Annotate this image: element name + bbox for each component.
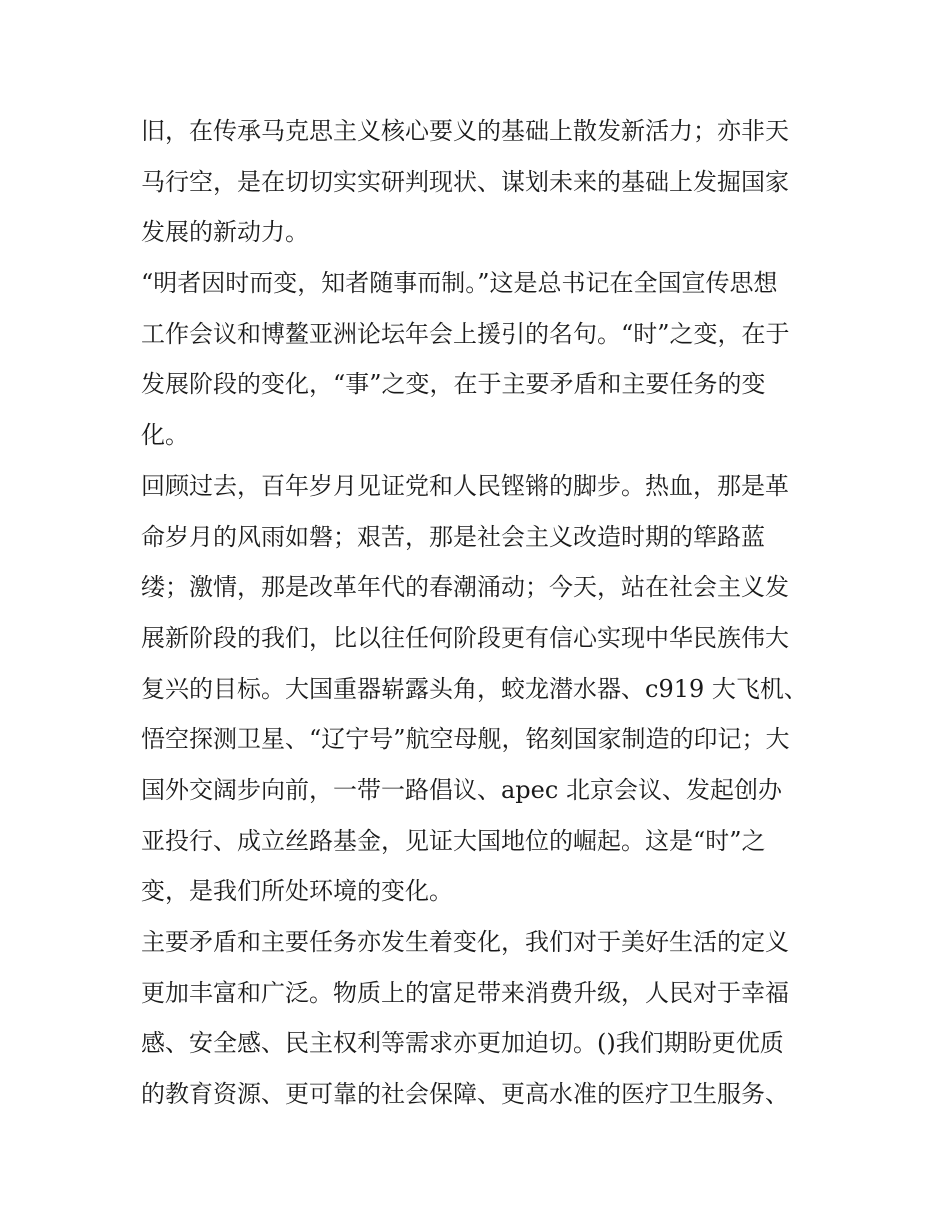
text-line: 展新阶段的我们，比以往任何阶段更有信心实现中华民族伟大 <box>141 623 789 652</box>
text-line: 命岁月的风雨如磐；艰苦，那是社会主义改造时期的筚路蓝 <box>141 522 765 551</box>
text-line: 变，是我们所处环境的变化。 <box>141 877 453 906</box>
text-line: 的教育资源、更可靠的社会保障、更高水准的医疗卫生服务、 <box>141 1080 789 1109</box>
text-line: 发展的新动力。 <box>141 218 309 247</box>
text-line: 国外交阔步向前，一带一路倡议、apec 北京会议、发起创办 <box>141 775 782 804</box>
paragraph-1 <box>141 106 813 258</box>
paragraph-3 <box>141 461 813 917</box>
text-line: 更加丰富和广泛。物质上的富足带来消费升级，人民对于幸福 <box>141 978 789 1007</box>
text-line: 发展阶段的变化，“事”之变，在于主要矛盾和主要任务的变 <box>141 370 766 399</box>
text-line: 主要矛盾和主要任务亦发生着变化，我们对于美好生活的定义 <box>141 928 789 956</box>
text-line: 悟空探测卫星、“辽宁号”航空母舰，铭刻国家制造的印记；大 <box>141 725 790 754</box>
text-line: 化。 <box>141 421 189 450</box>
text-line: “明者因时而变，知者随事而制。”这是总书记在全国宣传思想 <box>141 269 778 298</box>
text-line: 复兴的目标。大国重器崭露头角，蛟龙潜水器、c919 大飞机、 <box>141 674 808 703</box>
paragraph-2 <box>141 258 813 461</box>
text-line: 马行空，是在切切实实研判现状、谋划未来的基础上发掘国家 <box>141 167 789 196</box>
text-line: 工作会议和博鳌亚洲论坛年会上援引的名句。“时”之变，在于 <box>141 319 790 348</box>
body-text <box>141 106 813 1120</box>
paragraph-4 <box>141 917 813 1120</box>
text-line: 亚投行、成立丝路基金，见证大国地位的崛起。这是“时”之 <box>141 826 766 855</box>
text-line: 旧，在传承马克思主义核心要义的基础上散发新活力；亦非天 <box>141 117 789 145</box>
text-line: 感、安全感、民主权利等需求亦更加迫切。()我们期盼更优质 <box>141 1029 784 1058</box>
text-line: 回顾过去，百年岁月见证党和人民铿锵的脚步。热血，那是革 <box>141 471 789 500</box>
text-line: 缕；激情，那是改革年代的春潮涌动；今天，站在社会主义发 <box>141 573 789 602</box>
